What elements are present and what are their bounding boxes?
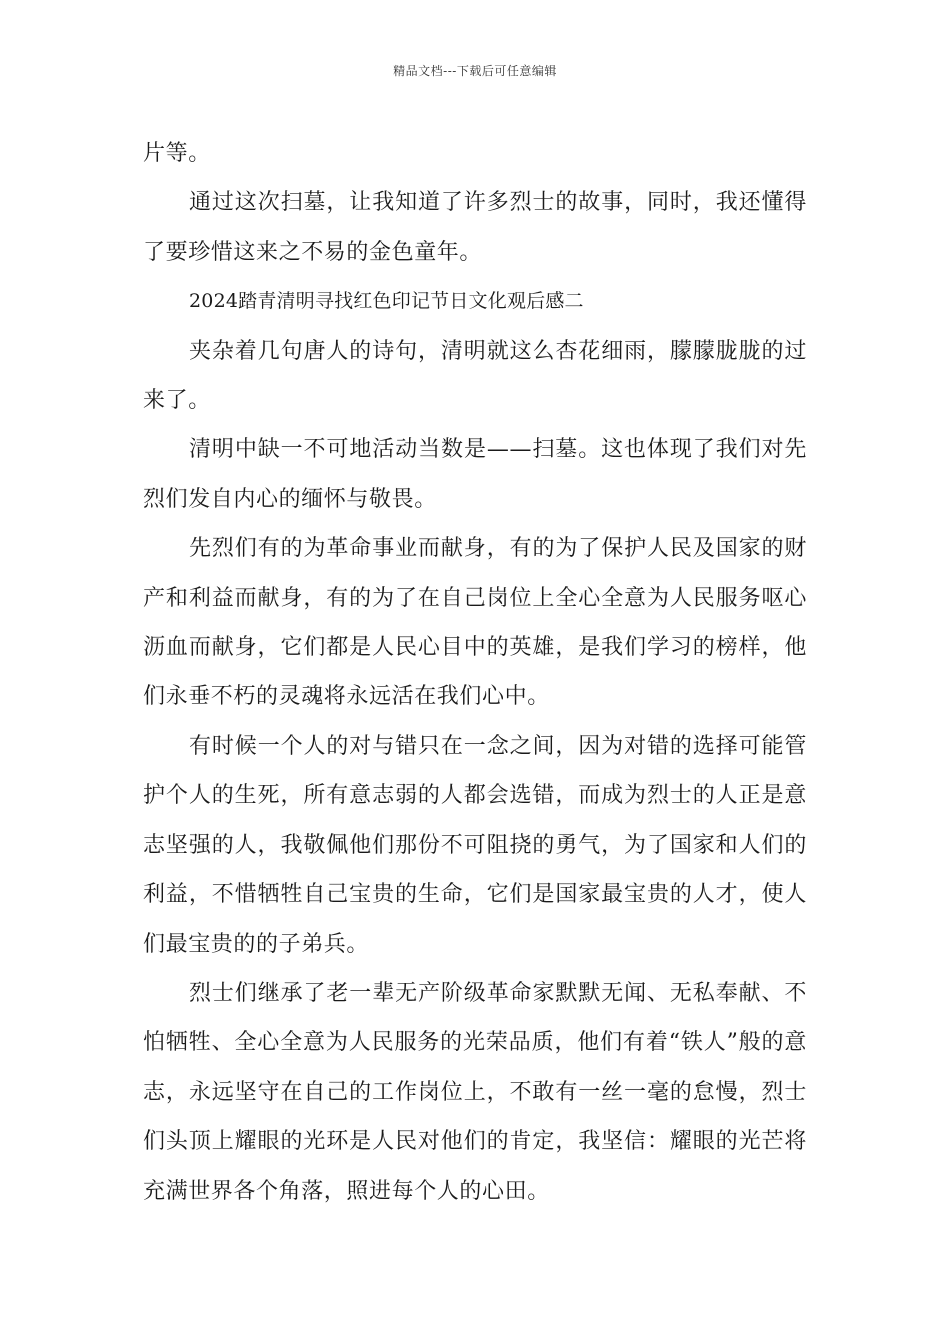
paragraph-continuation: 片等。: [143, 141, 211, 166]
paragraph: 清明中缺一不可地活动当数是——扫墓。这也体现了我们对先烈们发自内心的缅怀与敬畏。: [143, 437, 807, 512]
paragraph: 通过这次扫墓，让我知道了许多烈士的故事，同时，我还懂得了要珍惜这来之不易的金色童年。: [143, 190, 807, 265]
paragraph: 有时候一个人的对与错只在一念之间，因为对错的选择可能管护个人的生死，所有意志弱的人都会选错，而成为烈士的人正是意志坚强的人，我敬佩他们那份不可阻挠的勇气，为了国家和人们的利益，不惜牺牲自己宝贵的生命，它们是国家最宝贵的人才，使人们最宝贵的的子弟兵。: [143, 733, 807, 957]
paragraph: 烈士们继承了老一辈无产阶级革命家默默无闻、无私奉献、不怕牺牲、全心全意为人民服务的光荣品质，他们有着“铁人”般的意志，永远坚守在自己的工作岗位上，不敢有一丝一毫的怠慢，烈士们头顶上耀眼的光环是人民对他们的肯定，我坚信：耀眼的光芒将充满世界各个角落，照进每个人的心田。: [143, 980, 807, 1204]
page-header: 精品文档---下载后可任意编辑: [393, 64, 557, 78]
section-heading: 2024踏青清明寻找红色印记节日文化观后感二: [189, 290, 584, 313]
paragraph: 先烈们有的为革命事业而献身，有的为了保护人民及国家的财产和利益而献身，有的为了在自己岗位上全心全意为人民服务呕心沥血而献身，它们都是人民心目中的英雄，是我们学习的榜样，他们永垂不朽的灵魂将永远活在我们心中。: [143, 536, 807, 710]
document-body: [143, 129, 807, 1216]
paragraph: 夹杂着几句唐人的诗句，清明就这么杏花细雨，朦朦胧胧的过来了。: [143, 338, 807, 414]
